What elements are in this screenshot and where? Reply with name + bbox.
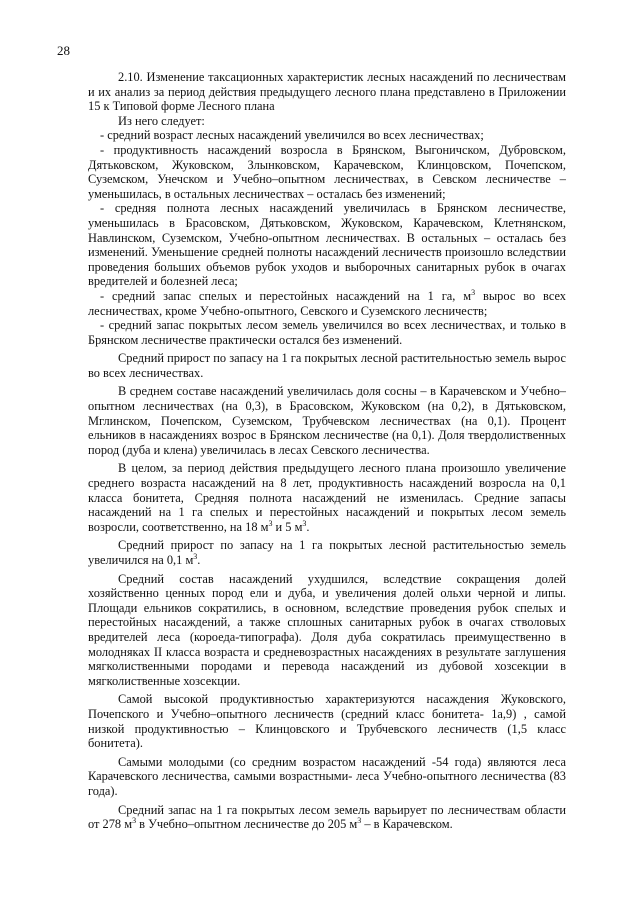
bullet-productivity: - продуктивность насаждений возросла в Брянском, Выгоничском, Дубровском, Дятьковском, Жуковском, Злынковском, Карачевском, Клинцовском, Почепском, Суземском, Унечском и Учебно–опытном лесничествах, в Севском лесничестве – уменьшилась, в остальных лесничествах – осталась без изменений; — [88, 142, 566, 201]
paragraph-composition: В среднем составе насаждений увеличилась доля сосны – в Карачевском и Учебно–опытном лесничествах (на 0,3), в Брасовском, Жуковском (на 0,2), в Дятьковском, Мглинском, Почепском, Суземском, Трубчевском лесничествах (на 0,1). Процент ельников в насаждениях возрос в Брянском лесничестве (на 0,1). Доля твердолиственных пород (дуба и клена) увеличилась в лесах Севского лесничества. — [88, 384, 566, 457]
bullet-mature-stock: - средний запас спелых и перестойных насаждений на 1 га, $м^3$ вырос во всех лесничествах, кроме Учебно-опытного, Севского и Суземского лесничеств; — [88, 287, 567, 318]
paragraph-growth-increase: Средний прирост по запасу на 1 га покрытых лесной растительностью земель увеличился на 0,1 $м^3$. — [88, 538, 566, 567]
bullet-forest-stock: - средний запас покрытых лесом земель увеличился во всех лесничествах, и только в Брянском лесничестве практически остался без изменений. — [88, 318, 566, 347]
bullet-average-age: - средний возраст лесных насаждений увеличился во всех лесничествах; — [100, 128, 484, 143]
paragraph-intro: Из него следует: — [118, 113, 205, 128]
paragraph-section-2-10: 2.10. Изменение таксационных характеристик лесных насаждений по лесничествам и их анализ за период действия предыдущего лесного плана представлено в Приложении 15 к Типовой форме Лесного плана — [88, 70, 566, 114]
paragraph-overall: В целом, за период действия предыдущего лесного плана произошло увеличение среднего возраста насаждений на 8 лет, продуктивность насаждений возросла на 0,1 класса бонитета, Средняя полнота насаждений не изменилась. Средние запасы насаждений на 1 га спелых и перестойных насаждений и покрытых лесом земель возросли, соответственно, на 18 $м^3$ и 5 $м^3$. — [88, 461, 566, 534]
bullet-density: - средняя полнота лесных насаждений увеличилась в Брянском лесничестве, уменьшилась в Брасовском, Дятьковском, Жуковском, Карачевском, Клетнянском, Навлинском, Суземском, Учебно-опытном лесничествах. В остальных – осталась без изменений. Уменьшение средней полноты насаждений лесничеств произошло вследствии проведения больших объемов рубок уходов и выборочных санитарных рубок в очагах вредителей и болезней леса; — [88, 201, 566, 289]
document-body — [88, 70, 566, 832]
paragraph-age-extremes: Самыми молодыми (со средним возрастом насаждений -54 года) являются леса Карачевского лесничества, самыми возрастными- леса Учебно-опытного лесничества (83 года). — [88, 754, 566, 798]
paragraph-composition-worse: Средний состав насаждений ухудшился, вследствие сокращения долей хозяйственно ценных пород ели и дуба, и увеличения долей ольхи черной и липы. Площади ельников сократились, в основном, вследствие проведения рубок спелых и перестойных насаждений, а также сплошных санитарных рубок в очагах стволовых вредителей леса (короеда-типографа). Доля дуба сократилась преимущественно в молодняках II класса возраста и средневозрастных насаждениях в результате заглушения мягколиственными породами и перевода насаждений из дубовой хозсекции в мягколиственные хозсекции. — [88, 571, 566, 688]
page-number: 28 — [57, 43, 70, 58]
paragraph-growth: Средний прирост по запасу на 1 га покрытых лесной растительностью земель вырос во всех лесничествах. — [88, 351, 566, 380]
paragraph-productivity-extremes: Самой высокой продуктивностью характеризуются насаждения Жуковского, Почепского и Учебно–опытного лесничеств (средний класс бонитета- 1а,9) , самой низкой продуктивностью – Клинцовского и Трубчевского лесничеств (1,5 класс бонитета). — [88, 692, 566, 751]
paragraph-stock-range: Средний запас на 1 га покрытых лесом земель варьирует по лесничествам области от 278 $м^3$ в Учебно–опытном лесничестве до 205 $м^3$ – в Карачевском. — [88, 802, 566, 832]
